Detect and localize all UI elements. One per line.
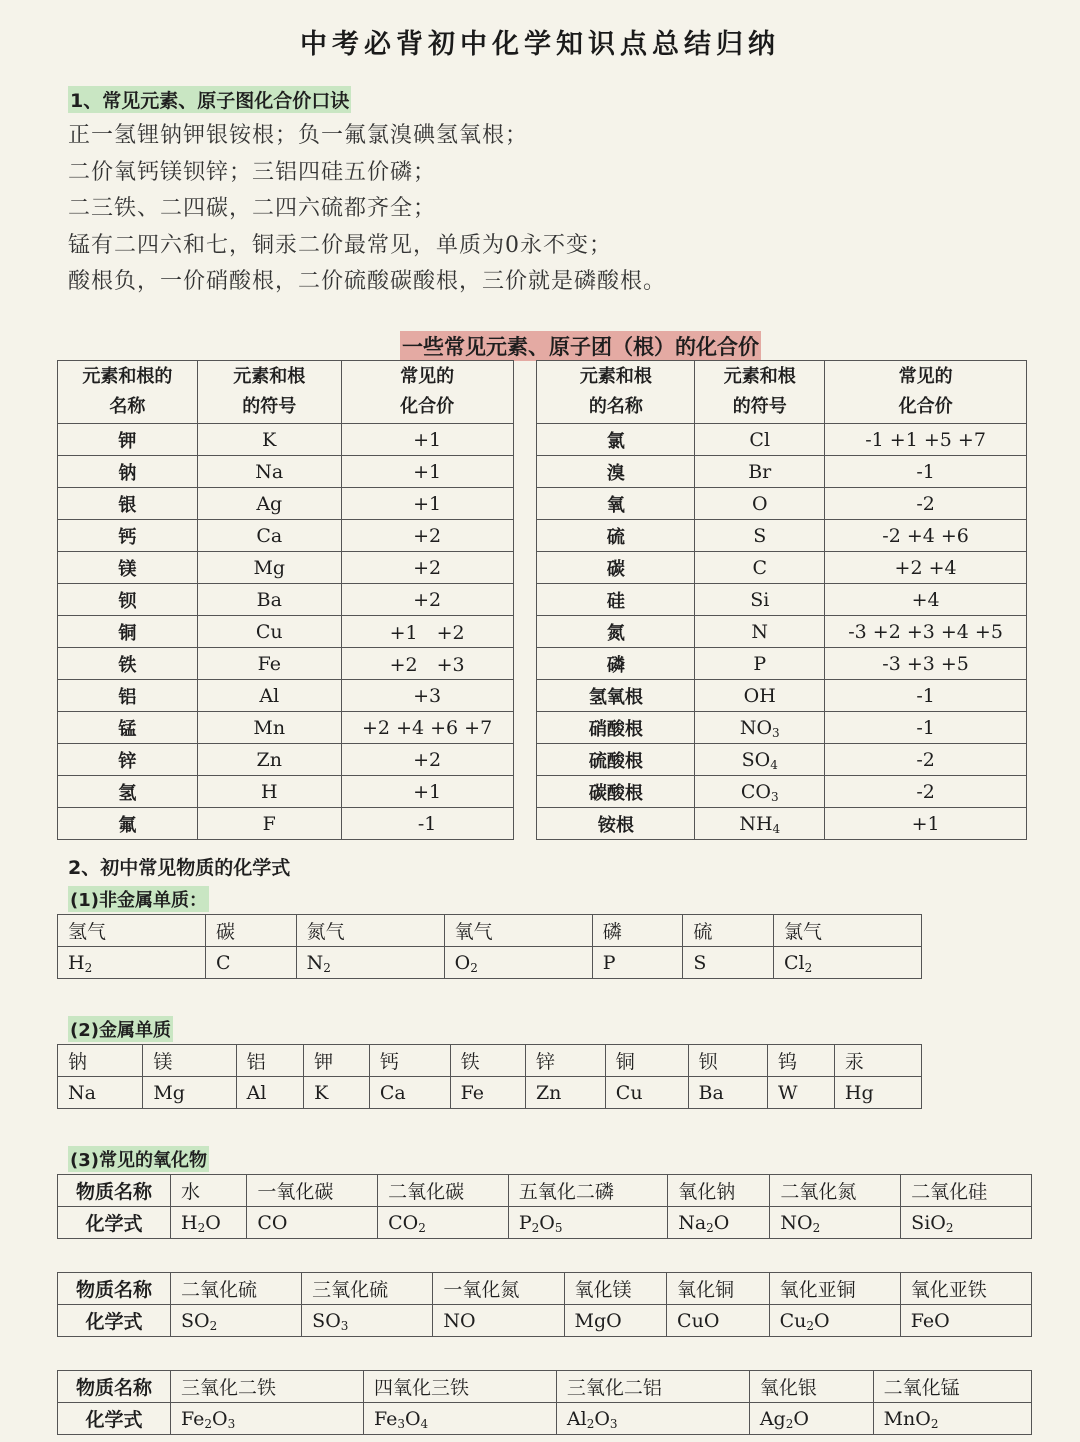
- element-symbol: Fe: [197, 648, 341, 680]
- substance-name: 碳: [206, 915, 297, 947]
- element-name: 铝: [58, 680, 198, 712]
- element-symbol: S: [695, 520, 825, 552]
- mnemonic-line: 二三铁、二四碳，二四六硫都齐全；: [68, 196, 437, 221]
- chemical-formula: $Fe_2O_3$: [171, 1403, 364, 1435]
- chemical-formula: $SO_2$: [171, 1305, 302, 1337]
- element-name: 碳酸根: [537, 776, 695, 808]
- chemical-formula: $NO_2$: [770, 1207, 901, 1239]
- oxides-table: [57, 1370, 1032, 1435]
- substance-name: 钠: [58, 1045, 143, 1077]
- element-name: 硫酸根: [537, 744, 695, 776]
- valence-value: +4: [825, 584, 1027, 616]
- valence-value: +2: [341, 744, 513, 776]
- chemical-formula: $Cl_2$: [773, 947, 921, 979]
- name-row: [58, 1045, 922, 1077]
- element-symbol: Al: [197, 680, 341, 712]
- chemical-formula: W: [768, 1077, 835, 1109]
- chemical-formula: $O_2$: [444, 947, 592, 979]
- substance-name: 氧气: [444, 915, 592, 947]
- substance-name: 三氧化硫: [302, 1273, 433, 1305]
- valence-value: -2 +4 +6: [825, 520, 1027, 552]
- table-gap: [513, 648, 537, 680]
- valence-value: +2: [341, 584, 513, 616]
- element-symbol: N: [695, 616, 825, 648]
- table-row: [58, 680, 1027, 712]
- mnemonic-line: 正一氢锂钠钾银铵根；负一氟氯溴碘氢氧根；: [68, 123, 529, 148]
- substance-name: 氯气: [773, 915, 921, 947]
- substance-name: 氧化亚铜: [769, 1273, 900, 1305]
- chemical-formula: Zn: [525, 1077, 605, 1109]
- element-name: 铁: [58, 648, 198, 680]
- element-symbol: Mn: [197, 712, 341, 744]
- table-row: [58, 456, 1027, 488]
- column-header: 元素和根的 名称: [58, 361, 198, 424]
- chemical-formula: $Cu_2O$: [769, 1305, 900, 1337]
- valence-value: -1 +1 +5 +7: [825, 424, 1027, 456]
- formula-row: [58, 1305, 1032, 1337]
- element-symbol: $CO_3$: [695, 776, 825, 808]
- valence-value: +1: [341, 776, 513, 808]
- chemical-formula: Ca: [369, 1077, 450, 1109]
- substance-name: 氧化铜: [667, 1273, 770, 1305]
- substance-name: 氧化银: [749, 1371, 873, 1403]
- formula-row: [58, 947, 922, 979]
- table-gap: [513, 361, 537, 424]
- table-row: [58, 520, 1027, 552]
- valence-value: +2 +4: [825, 552, 1027, 584]
- column-header: 常见的 化合价: [341, 361, 513, 424]
- substance-name: 二氧化锰: [873, 1371, 1031, 1403]
- substance-name: 四氧化三铁: [363, 1371, 556, 1403]
- chemical-formula: SiO$_2$: [901, 1207, 1032, 1239]
- name-row: [58, 915, 922, 947]
- valence-value: +1: [825, 808, 1027, 840]
- row-label: 化学式: [58, 1305, 171, 1337]
- table-gap: [513, 424, 537, 456]
- table-row: [58, 776, 1027, 808]
- substance-name: 氧化亚铁: [900, 1273, 1031, 1305]
- column-header: 元素和根 的符号: [197, 361, 341, 424]
- chemical-formula: FeO: [900, 1305, 1031, 1337]
- valence-value: +1: [341, 488, 513, 520]
- section1-heading: 1、常见元素、原子图化合价口诀: [68, 86, 351, 113]
- chemical-formula: $Na_2O$: [668, 1207, 770, 1239]
- element-name: 铵根: [537, 808, 695, 840]
- name-row: [58, 1371, 1032, 1403]
- nonmetal-table: [57, 914, 922, 979]
- chemical-formula: $P_2O_5$: [508, 1207, 667, 1239]
- chemical-formula: S: [683, 947, 774, 979]
- chemical-formula: Cu: [605, 1077, 688, 1109]
- chemical-formula: Hg: [834, 1077, 921, 1109]
- valence-value: +3: [341, 680, 513, 712]
- valence-value: -3 +3 +5: [825, 648, 1027, 680]
- valence-value: -1: [341, 808, 513, 840]
- substance-name: 五氧化二磷: [508, 1175, 667, 1207]
- valence-value: +1 +2: [341, 616, 513, 648]
- element-name: 铜: [58, 616, 198, 648]
- valence-value: +2 +3: [341, 648, 513, 680]
- substance-name: 汞: [834, 1045, 921, 1077]
- oxides-table: [57, 1174, 1032, 1239]
- element-name: 硫: [537, 520, 695, 552]
- element-symbol: $NH_4$: [695, 808, 825, 840]
- table-gap: [513, 808, 537, 840]
- table-row: [58, 744, 1027, 776]
- element-name: 氟: [58, 808, 198, 840]
- valence-value: +2 +4 +6 +7: [341, 712, 513, 744]
- chemical-formula: $Ag_2O$: [749, 1403, 873, 1435]
- valence-value: -2: [825, 776, 1027, 808]
- element-name: 氢: [58, 776, 198, 808]
- substance-name: 氧化镁: [564, 1273, 667, 1305]
- element-name: 钾: [58, 424, 198, 456]
- substance-name: 氢气: [58, 915, 206, 947]
- valence-value: -1: [825, 456, 1027, 488]
- section2-heading: 2、初中常见物质的化学式: [68, 857, 291, 879]
- element-name: 银: [58, 488, 198, 520]
- element-symbol: Si: [695, 584, 825, 616]
- table-row: [58, 808, 1027, 840]
- element-symbol: C: [695, 552, 825, 584]
- valence-value: +2: [341, 552, 513, 584]
- substance-name: 水: [171, 1175, 247, 1207]
- table-gap: [513, 584, 537, 616]
- page-title: 中考必背初中化学知识点总结归纳: [300, 29, 780, 60]
- element-symbol: Na: [197, 456, 341, 488]
- chemical-formula: Na: [58, 1077, 143, 1109]
- valence-value: -1: [825, 680, 1027, 712]
- table-gap: [513, 744, 537, 776]
- element-name: 氧: [537, 488, 695, 520]
- element-name: 钙: [58, 520, 198, 552]
- chemical-formula: $H_2$: [58, 947, 206, 979]
- chemical-formula: Ba: [688, 1077, 768, 1109]
- element-symbol: Ag: [197, 488, 341, 520]
- element-name: 氯: [537, 424, 695, 456]
- element-symbol: $SO_4$: [695, 744, 825, 776]
- substance-name: 镁: [143, 1045, 236, 1077]
- chemical-formula: Al: [236, 1077, 303, 1109]
- table-row: [58, 488, 1027, 520]
- element-name: 硅: [537, 584, 695, 616]
- row-label: 化学式: [58, 1207, 171, 1239]
- table-gap: [513, 712, 537, 744]
- valence-value: -3 +2 +3 +4 +5: [825, 616, 1027, 648]
- element-symbol: Mg: [197, 552, 341, 584]
- mnemonic-line: 锰有二四六和七，铜汞二价最常见，单质为0永不变；: [68, 232, 612, 258]
- chemical-formula: CO: [247, 1207, 378, 1239]
- substance-name: 磷: [592, 915, 683, 947]
- chemical-formula: $Al_2O_3$: [556, 1403, 749, 1435]
- metal-table: [57, 1044, 922, 1109]
- element-name: 钠: [58, 456, 198, 488]
- row-label: 物质名称: [58, 1273, 171, 1305]
- substance-name: 氧化钠: [668, 1175, 770, 1207]
- chemical-formula: Mg: [143, 1077, 236, 1109]
- chemical-formula: K: [304, 1077, 370, 1109]
- chemical-formula: CuO: [667, 1305, 770, 1337]
- valence-value: +1: [341, 424, 513, 456]
- table-row: [58, 424, 1027, 456]
- element-name: 碳: [537, 552, 695, 584]
- formula-row: [58, 1077, 922, 1109]
- table-gap: [513, 488, 537, 520]
- element-symbol: O: [695, 488, 825, 520]
- table-header-row: [58, 361, 1027, 424]
- substance-name: 钾: [304, 1045, 370, 1077]
- chemical-formula: $SO_3$: [302, 1305, 433, 1337]
- substance-name: 氮气: [296, 915, 444, 947]
- valence-value: -1: [825, 712, 1027, 744]
- substance-name: 铝: [236, 1045, 303, 1077]
- substance-name: 一氧化氮: [433, 1273, 564, 1305]
- name-row: [58, 1273, 1032, 1305]
- mnemonic-line: 酸根负，一价硝酸根，二价硫酸碳酸根，三价就是磷酸根。: [68, 269, 667, 294]
- element-name: 溴: [537, 456, 695, 488]
- row-label: 物质名称: [58, 1371, 171, 1403]
- element-symbol: Ca: [197, 520, 341, 552]
- substance-name: 钡: [688, 1045, 768, 1077]
- formula-row: [58, 1403, 1032, 1435]
- oxides-label: (3)常见的氧化物: [68, 1146, 209, 1172]
- table-gap: [513, 456, 537, 488]
- table-gap: [513, 520, 537, 552]
- column-header: 元素和根 的符号: [695, 361, 825, 424]
- element-symbol: Br: [695, 456, 825, 488]
- valence-mnemonic: [68, 118, 666, 301]
- table-gap: [513, 680, 537, 712]
- element-symbol: H: [197, 776, 341, 808]
- element-name: 镁: [58, 552, 198, 584]
- element-name: 磷: [537, 648, 695, 680]
- column-header: 元素和根 的名称: [537, 361, 695, 424]
- element-symbol: P: [695, 648, 825, 680]
- substance-name: 铜: [605, 1045, 688, 1077]
- element-symbol: OH: [695, 680, 825, 712]
- table-row: [58, 648, 1027, 680]
- table-gap: [513, 616, 537, 648]
- element-name: 氮: [537, 616, 695, 648]
- element-symbol: F: [197, 808, 341, 840]
- element-symbol: Cl: [695, 424, 825, 456]
- valence-value: +1: [341, 456, 513, 488]
- substance-name: 二氧化碳: [378, 1175, 509, 1207]
- valence-table-title: 一些常见元素、原子团（根）的化合价: [400, 331, 761, 361]
- element-symbol: $NO_3$: [695, 712, 825, 744]
- chemical-formula: $CO_2$: [378, 1207, 509, 1239]
- substance-name: 三氧化二铝: [556, 1371, 749, 1403]
- chemical-formula: C: [206, 947, 297, 979]
- element-name: 氢氧根: [537, 680, 695, 712]
- mnemonic-line: 二价氧钙镁钡锌；三铝四硅五价磷；: [68, 159, 437, 185]
- element-name: 锰: [58, 712, 198, 744]
- row-label: 物质名称: [58, 1175, 171, 1207]
- table-row: [58, 616, 1027, 648]
- valence-value: -2: [825, 488, 1027, 520]
- substance-name: 硫: [683, 915, 774, 947]
- chemical-formula: $H_2O$: [171, 1207, 247, 1239]
- table-row: [58, 584, 1027, 616]
- substance-name: 锌: [525, 1045, 605, 1077]
- metal-label: (2)金属单质: [68, 1016, 173, 1042]
- valence-table: [57, 360, 1027, 840]
- nonmetal-label: (1)非金属单质：: [68, 886, 209, 912]
- substance-name: 二氧化硅: [901, 1175, 1032, 1207]
- element-name: 钡: [58, 584, 198, 616]
- valence-value: +2: [341, 520, 513, 552]
- element-name: 硝酸根: [537, 712, 695, 744]
- formula-row: [58, 1207, 1032, 1239]
- column-header: 常见的 化合价: [825, 361, 1027, 424]
- table-row: [58, 552, 1027, 584]
- chemical-formula: MgO: [564, 1305, 667, 1337]
- oxides-table: [57, 1272, 1032, 1337]
- substance-name: 二氧化氮: [770, 1175, 901, 1207]
- element-symbol: K: [197, 424, 341, 456]
- element-symbol: Cu: [197, 616, 341, 648]
- chemical-formula: $N_2$: [296, 947, 444, 979]
- chemical-formula: Fe: [450, 1077, 525, 1109]
- element-symbol: Ba: [197, 584, 341, 616]
- name-row: [58, 1175, 1032, 1207]
- chemical-formula: P: [592, 947, 683, 979]
- row-label: 化学式: [58, 1403, 171, 1435]
- element-symbol: Zn: [197, 744, 341, 776]
- table-gap: [513, 552, 537, 584]
- substance-name: 铁: [450, 1045, 525, 1077]
- substance-name: 二氧化硫: [171, 1273, 302, 1305]
- substance-name: 一氧化碳: [247, 1175, 378, 1207]
- table-row: [58, 712, 1027, 744]
- chemical-formula: MnO$_2$: [873, 1403, 1031, 1435]
- substance-name: 三氧化二铁: [171, 1371, 364, 1403]
- chemical-formula: NO: [433, 1305, 564, 1337]
- element-name: 锌: [58, 744, 198, 776]
- chemical-formula: $Fe_3O_4$: [363, 1403, 556, 1435]
- table-gap: [513, 776, 537, 808]
- substance-name: 钨: [768, 1045, 835, 1077]
- substance-name: 钙: [369, 1045, 450, 1077]
- valence-value: -2: [825, 744, 1027, 776]
